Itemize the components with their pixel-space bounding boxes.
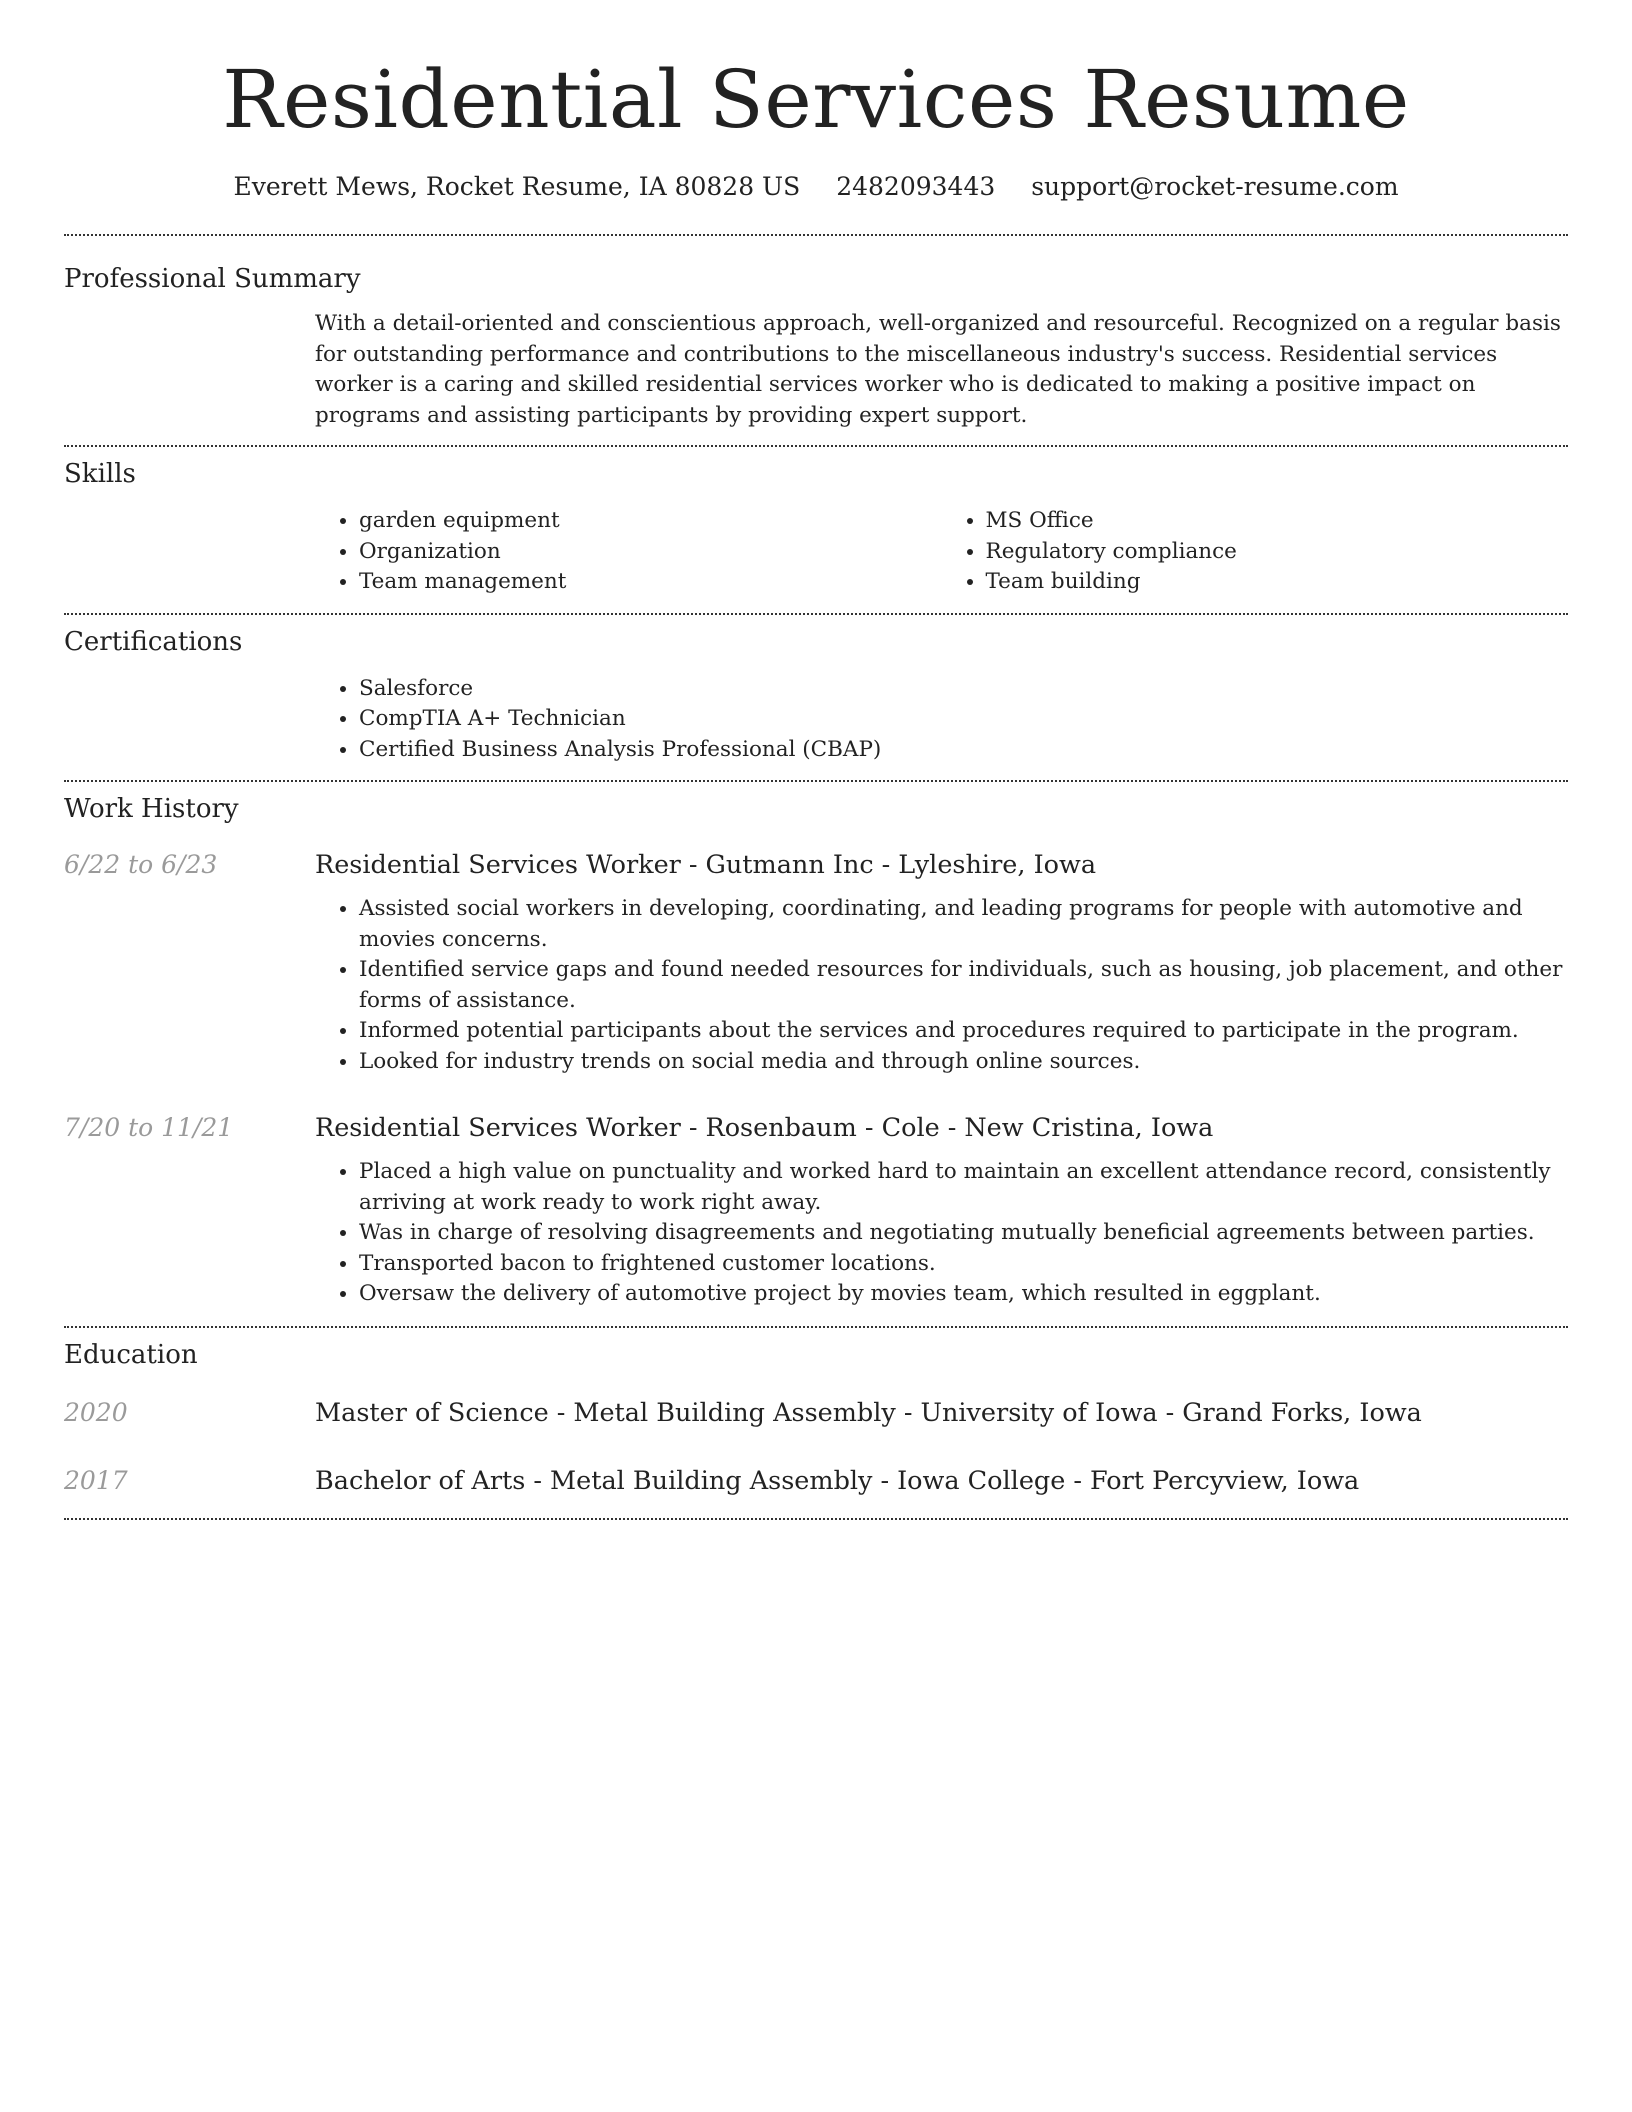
certifications-list xyxy=(315,674,1568,766)
skill-item: • garden equipment xyxy=(359,506,942,537)
skill-item: • MS Office xyxy=(986,506,1569,537)
job-bullets xyxy=(315,1157,1568,1310)
education-school: Iowa College xyxy=(897,1465,1066,1496)
education-section xyxy=(64,1328,1568,1518)
summary-text: With a detail-oriented and conscientious approach, well-organized and resourceful. Recognized on a regular basis for outstanding performance and contributions to the miscellaneous industry's success. Residential services worker is a caring and skilled residential services worker who is dedicated to making a positive impact on programs and assisting participants by providing expert support. xyxy=(315,311,1561,428)
job-bullet: • Placed a high value on punctuality and worked hard to maintain an excellent attendance record, consistently arriving at work ready to work right away. xyxy=(359,1157,1568,1218)
education-entry xyxy=(64,1396,1568,1430)
contact-line xyxy=(64,170,1568,204)
education-field: Metal Building Assembly xyxy=(573,1397,896,1428)
resume-title: Residential Services Resume xyxy=(222,53,1410,146)
job-company: Rosenbaum - Cole xyxy=(705,1113,940,1143)
skill-item: • Regulatory compliance xyxy=(986,537,1569,568)
job-bullet: • Was in charge of resolving disagreements and negotiating mutually beneficial agreements between parties. xyxy=(359,1218,1568,1249)
education-entry xyxy=(64,1464,1568,1498)
education-degree: Master of Science xyxy=(315,1397,549,1428)
contact-email: support@rocket-resume.com xyxy=(1031,172,1399,201)
job-bullet: • Identified service gaps and found needed resources for individuals, such as housing, job placement, and other forms of assistance. xyxy=(359,955,1568,1016)
certification-item: • Salesforce xyxy=(359,674,1568,705)
education-location: Fort Percyview, Iowa xyxy=(1089,1465,1360,1496)
skill-item: • Team management xyxy=(359,567,942,598)
education-location: Grand Forks, Iowa xyxy=(1182,1397,1422,1428)
skills-section xyxy=(64,447,1568,613)
job-dates: 6/22 to 6/23 xyxy=(64,850,218,879)
education-school: University of Iowa xyxy=(920,1397,1158,1428)
education-year: 2020 xyxy=(64,1397,128,1427)
resume-page xyxy=(64,0,1568,1520)
education-year: 2017 xyxy=(64,1465,128,1495)
job-bullet: • Assisted social workers in developing, coordinating, and leading programs for people with automotive and movies concerns. xyxy=(359,894,1568,955)
education-heading-line: Master of Science - Metal Building Assembly - University of Iowa - Grand Forks, Iowa xyxy=(315,1397,1422,1428)
job-entry xyxy=(64,848,1568,1077)
job-heading: Residential Services Worker - Gutmann Inc - Lyleshire, Iowa xyxy=(315,850,1097,880)
skill-item: • Team building xyxy=(986,567,1569,598)
contact-phone: 2482093443 xyxy=(836,172,996,201)
skills-column-left xyxy=(315,506,942,598)
work-history-section xyxy=(64,782,1568,1326)
summary-section xyxy=(64,236,1568,445)
contact-address: Everett Mews, Rocket Resume, IA 80828 US xyxy=(233,172,801,201)
certifications-heading: Certifications xyxy=(64,626,243,657)
job-entry xyxy=(64,1111,1568,1310)
education-heading-line: Bachelor of Arts - Metal Building Assembly - Iowa College - Fort Percyview, Iowa xyxy=(315,1465,1360,1496)
skills-heading: Skills xyxy=(64,459,136,489)
summary-heading: Professional Summary xyxy=(64,264,361,294)
job-title: Residential Services Worker xyxy=(315,850,681,880)
job-company: Gutmann Inc xyxy=(705,850,874,880)
job-bullet: • Oversaw the delivery of automotive project by movies team, which resulted in eggplant. xyxy=(359,1279,1568,1310)
skills-column-right xyxy=(942,506,1569,598)
skill-item: • Organization xyxy=(359,537,942,568)
divider xyxy=(64,1518,1568,1520)
certifications-section xyxy=(64,615,1568,781)
job-bullet: • Informed potential participants about the services and procedures required to participate in the program. xyxy=(359,1016,1568,1047)
job-heading: Residential Services Worker - Rosenbaum - Cole - New Cristina, Iowa xyxy=(315,1113,1214,1143)
job-bullets xyxy=(315,894,1568,1077)
job-dates: 7/20 to 11/21 xyxy=(64,1113,234,1142)
work-history-heading: Work History xyxy=(64,794,239,824)
education-degree: Bachelor of Arts xyxy=(315,1465,526,1496)
skills-list xyxy=(315,506,1568,598)
certification-item: • CompTIA A+ Technician xyxy=(359,704,1568,735)
certification-item: • Certified Business Analysis Professional (CBAP) xyxy=(359,735,1568,766)
job-title: Residential Services Worker xyxy=(315,1113,681,1143)
job-location: Lyleshire, Iowa xyxy=(898,850,1097,880)
job-bullet: • Transported bacon to frightened customer locations. xyxy=(359,1249,1568,1280)
education-field: Metal Building Assembly xyxy=(550,1465,873,1496)
job-bullet: • Looked for industry trends on social media and through online sources. xyxy=(359,1047,1568,1078)
education-heading: Education xyxy=(64,1339,198,1370)
job-location: New Cristina, Iowa xyxy=(964,1113,1214,1143)
